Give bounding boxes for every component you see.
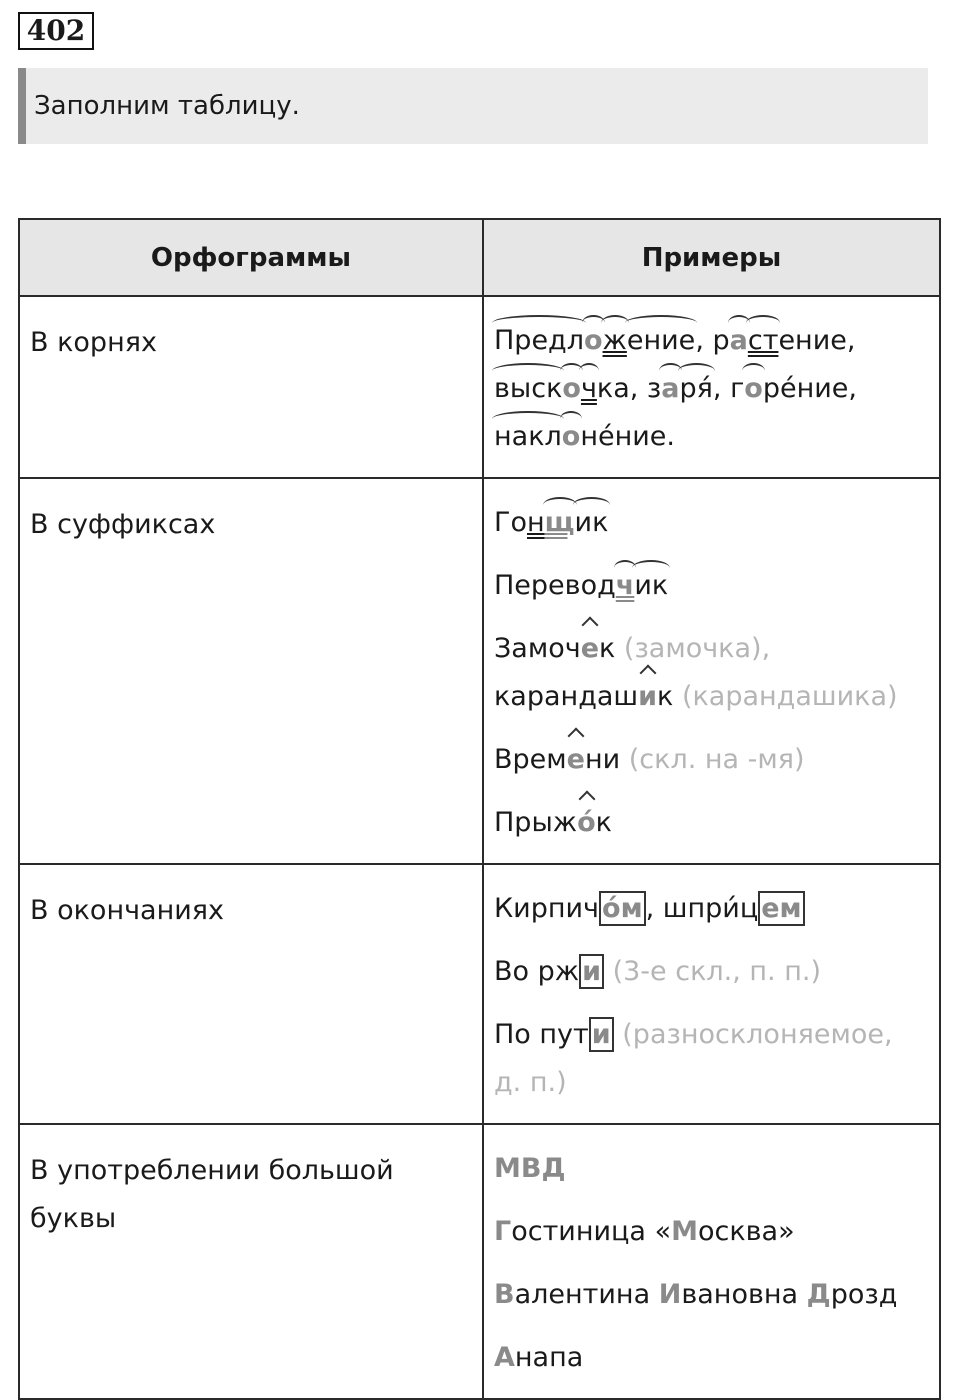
example-fragment: а — [661, 365, 679, 413]
example-line — [494, 562, 929, 610]
row-label: В окончаниях — [30, 895, 225, 926]
example-fragment: А — [494, 1342, 515, 1373]
row-label: В суффиксах — [30, 509, 216, 540]
example-fragment: к — [595, 807, 612, 838]
example-fragment: Прыж — [494, 807, 578, 838]
example-fragment: остиница « — [511, 1216, 672, 1247]
example-line — [494, 317, 929, 365]
example-fragment: Врем — [494, 744, 567, 775]
example-fragment: ж — [603, 317, 627, 365]
example-fragment: ч — [616, 562, 635, 610]
example-line — [494, 673, 929, 721]
example-fragment: (карандашика) — [673, 681, 898, 712]
example-fragment: карандаш — [494, 681, 639, 712]
example-line — [494, 1271, 929, 1319]
example-fragment: д. п.) — [494, 1067, 567, 1098]
example-fragment: о — [562, 413, 581, 461]
table-row-endings — [19, 864, 940, 1124]
example-line — [494, 1059, 929, 1107]
example-fragment: ение — [627, 317, 695, 365]
table-body — [19, 296, 940, 1399]
example-line — [494, 625, 929, 673]
example-fragment: (скл. на -мя) — [620, 744, 805, 775]
table-row-roots — [19, 296, 940, 478]
table-row-capitals — [19, 1124, 940, 1399]
example-fragment: В — [494, 1279, 515, 1310]
example-fragment: о — [562, 365, 581, 413]
examples-block — [494, 317, 929, 477]
task-text: Заполним таблицу. — [34, 91, 300, 121]
example-fragment: М — [671, 1216, 698, 1247]
example-fragment: Кирпич — [494, 893, 600, 924]
example-fragment: ик — [634, 562, 668, 610]
example-fragment: выск — [494, 365, 562, 413]
example-fragment: осква» — [697, 1216, 795, 1247]
exercise-number: 402 — [18, 12, 94, 50]
example-fragment: (разносклоняемое, — [613, 1019, 893, 1050]
example-line — [494, 365, 929, 413]
example-line — [494, 1011, 929, 1059]
example-fragment: ка, з — [596, 373, 662, 404]
example-fragment: не́ние. — [580, 421, 675, 452]
example-fragment: И — [658, 1279, 682, 1310]
table-row-suffixes — [19, 478, 940, 864]
example-fragment: н — [527, 507, 545, 538]
example-fragment: д — [597, 570, 616, 601]
row-examples-cell — [483, 478, 940, 864]
examples-block — [494, 1145, 929, 1398]
example-fragment: к — [657, 681, 674, 712]
example-fragment: Г — [494, 1216, 512, 1247]
example-fragment: к — [599, 633, 616, 664]
task-banner — [18, 68, 928, 144]
example-fragment: накл — [494, 413, 562, 461]
row-label-cell — [19, 864, 483, 1124]
row-label-cell — [19, 478, 483, 864]
example-fragment: , р — [695, 325, 730, 356]
example-fragment: Го — [494, 507, 527, 538]
example-fragment: и — [638, 673, 657, 721]
example-fragment: Замоч — [494, 633, 581, 664]
example-fragment: МВД — [494, 1153, 566, 1184]
example-fragment: (3-е скл., п. п.) — [604, 956, 821, 987]
row-label-cell — [19, 296, 483, 478]
example-fragment: щ — [545, 499, 575, 547]
example-fragment: и — [589, 1017, 614, 1052]
example-fragment: По пут — [494, 1019, 589, 1050]
example-fragment: ч — [581, 365, 597, 413]
row-examples-cell — [483, 296, 940, 478]
table-header-row — [19, 219, 940, 296]
example-fragment: о́м — [599, 891, 646, 926]
example-fragment: , шпри́ц — [645, 893, 759, 924]
example-fragment: и — [579, 954, 604, 989]
example-fragment: Во рж — [494, 956, 580, 987]
example-fragment: ря́ — [680, 365, 713, 413]
row-examples-cell — [483, 864, 940, 1124]
example-fragment: розд — [830, 1279, 898, 1310]
example-fragment: ем — [758, 891, 804, 926]
example-fragment: ик — [575, 499, 609, 547]
example-fragment: , г — [712, 373, 745, 404]
example-fragment: Перево — [494, 570, 598, 601]
orthogram-table — [18, 218, 941, 1400]
examples-block — [494, 885, 929, 1123]
example-fragment: Предл — [494, 317, 584, 365]
example-fragment: о — [744, 365, 763, 413]
example-fragment: ре́ние, — [762, 373, 857, 404]
row-examples-cell — [483, 1124, 940, 1399]
example-line — [494, 413, 929, 461]
example-fragment: е — [567, 736, 585, 784]
example-line — [494, 1145, 929, 1193]
row-label: В корнях — [30, 327, 157, 358]
example-fragment: (замочка), — [615, 633, 771, 664]
example-fragment: а — [730, 317, 748, 365]
header-orthograms: Орфограммы — [19, 219, 483, 296]
example-line — [494, 799, 929, 847]
row-label-cell — [19, 1124, 483, 1399]
example-line — [494, 499, 929, 547]
header-examples: Примеры — [483, 219, 940, 296]
example-fragment: о́ — [577, 799, 596, 847]
example-fragment: ни — [584, 744, 621, 775]
row-label: В употреблении большой буквы — [30, 1155, 394, 1234]
example-fragment: Д — [806, 1279, 831, 1310]
example-line — [494, 1208, 929, 1256]
example-fragment: вановна — [681, 1279, 807, 1310]
example-fragment: о — [584, 317, 603, 365]
example-fragment: е — [581, 625, 599, 673]
example-fragment: напа — [514, 1342, 584, 1373]
example-fragment: алентина — [514, 1279, 659, 1310]
example-line — [494, 885, 929, 933]
example-line — [494, 948, 929, 996]
example-fragment: ение, — [778, 325, 856, 356]
example-fragment: ст — [748, 317, 779, 365]
examples-block — [494, 499, 929, 863]
example-line — [494, 736, 929, 784]
